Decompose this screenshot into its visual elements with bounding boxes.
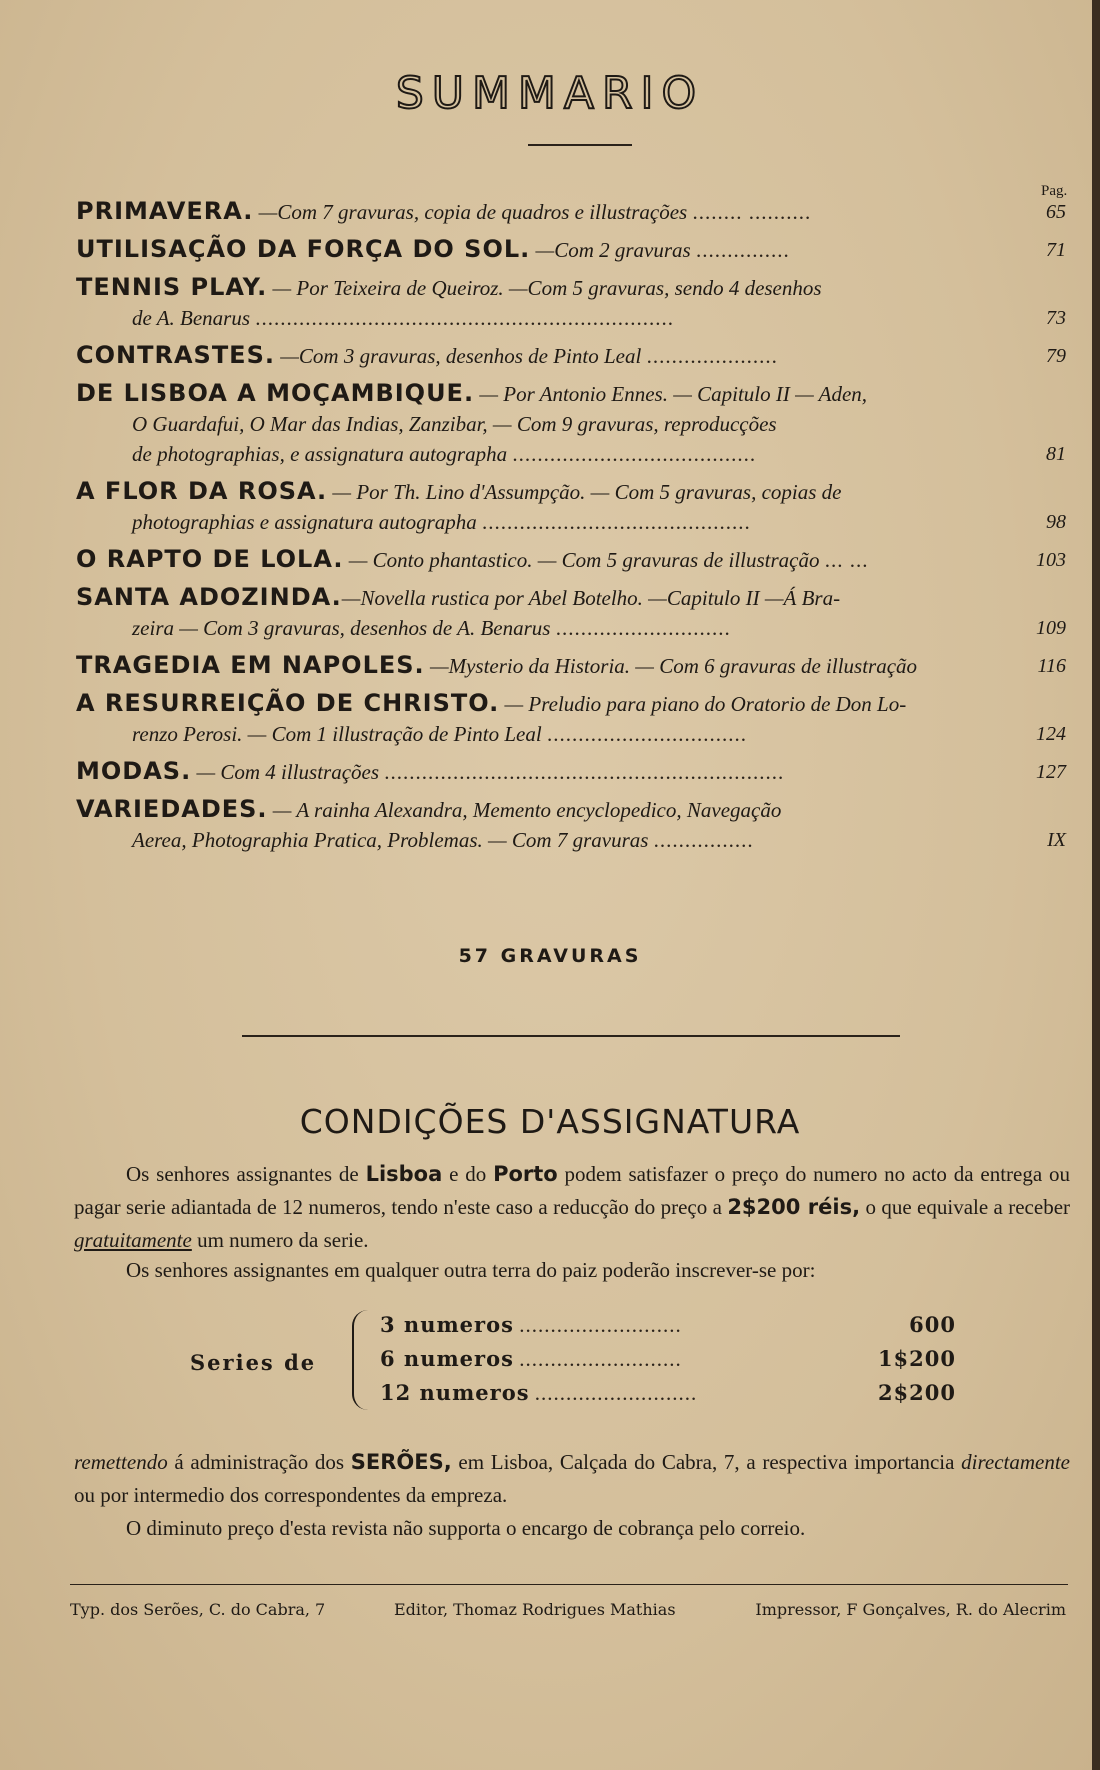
series-price: 2$200 (877, 1380, 956, 1405)
toc-entry-line (76, 688, 1066, 719)
page-column-label: Pag. (1041, 183, 1068, 199)
toc-entry-line (76, 234, 1066, 265)
toc-page-number: IX (1047, 829, 1066, 851)
toc-entry-description: — Por Teixeira de Queiroz. —Com 5 gravuras, sendo 4 desenhos (267, 276, 822, 300)
series-price: 600 (909, 1312, 956, 1337)
toc-entry-description: —Com 2 gravuras (530, 238, 691, 262)
toc-entry-line (76, 544, 1066, 575)
toc-page-number: 103 (1036, 549, 1066, 571)
toc-entry-heading: MODAS. (76, 757, 192, 785)
toc-entry-line (76, 613, 1066, 643)
toc-entry-description: O Guardafui, O Mar das Indias, Zanzibar, — Com 9 gravuras, reproducções (132, 412, 777, 436)
toc-entry-heading: VARIEDADES. (76, 795, 268, 823)
p1-text-b: e do (442, 1162, 494, 1186)
toc-entry-heading: UTILISAÇÃO DA FORÇA DO SOL. (76, 235, 531, 263)
series-row (380, 1312, 956, 1344)
table-of-contents (76, 196, 1066, 862)
series-count: 6 numeros (380, 1346, 514, 1371)
p3-text-d: ou por intermedio dos correspondentes da empreza. (74, 1483, 508, 1507)
toc-page-number: 81 (1046, 443, 1066, 465)
p3-text-c: em Lisboa, Calçada do Cabra, 7, a respectiva importancia (451, 1450, 962, 1474)
toc-leader-dots: ................................ (546, 722, 747, 746)
toc-entry-line (76, 303, 1066, 333)
title-divider (528, 144, 632, 146)
toc-page-number: 98 (1046, 511, 1066, 533)
toc-entry (76, 756, 1066, 787)
series-brace (352, 1310, 370, 1410)
toc-leader-dots: ........................................... (482, 510, 751, 534)
toc-entry-description: —Mysterio da Historia. — Com 6 gravuras de illustração (424, 654, 918, 678)
conditions-title: CONDIÇÕES D'ASSIGNATURA (299, 1102, 801, 1141)
footer-divider (70, 1584, 1068, 1585)
section-divider (242, 1035, 900, 1037)
p1-text-a: Os senhores assignantes de (126, 1162, 366, 1186)
toc-entry-line (76, 756, 1066, 787)
toc-page-number: 109 (1036, 617, 1066, 639)
series-count: 12 numeros (380, 1380, 530, 1405)
toc-entry-line (76, 378, 1066, 409)
p2-text: Os senhores assignantes em qualquer outra terra do paiz poderão inscrever-se por: (126, 1258, 816, 1282)
toc-entry-heading: A RESURREIÇÃO DE CHRISTO. (76, 689, 500, 717)
toc-entry-description: —Com 3 gravuras, desenhos de Pinto Leal (274, 344, 642, 368)
p4-text: O diminuto preço d'esta revista não supporta o encargo de cobrança pelo correio. (126, 1516, 806, 1540)
toc-entry-line (76, 476, 1066, 507)
toc-entry (76, 476, 1066, 537)
p1-text-d: o que equivale a receber (860, 1195, 1071, 1219)
p3-directamente: directamente (961, 1450, 1071, 1474)
toc-page-number: 71 (1046, 239, 1066, 261)
toc-leader-dots: ................................................................... (255, 306, 675, 330)
toc-entry-description: zeira — Com 3 gravuras, desenhos de A. Benarus (132, 616, 551, 640)
p1-text-e: um numero da serie. (191, 1228, 369, 1252)
toc-entry-heading: PRIMAVERA. (76, 197, 254, 225)
toc-entry (76, 378, 1066, 469)
toc-entry-line (76, 507, 1066, 537)
toc-entry-heading: TRAGEDIA EM NAPOLES. (76, 651, 425, 679)
toc-entry (76, 688, 1066, 749)
toc-entry-heading: CONTRASTES. (76, 341, 275, 369)
toc-entry (76, 196, 1066, 227)
toc-entry (76, 544, 1066, 575)
summary-title: SUMMARIO (395, 68, 705, 119)
p3-text-b: á administração dos (167, 1450, 351, 1474)
toc-leader-dots: ............... (695, 238, 790, 262)
p1-price: 2$200 réis, (727, 1195, 861, 1219)
toc-entry-heading: DE LISBOA A MOÇAMBIQUE. (76, 379, 475, 407)
toc-leader-dots: ............................ (555, 616, 731, 640)
toc-entry-description: Aerea, Photographia Pratica, Problemas. — Com 7 gravuras (132, 828, 649, 852)
toc-entry (76, 234, 1066, 265)
toc-entry-description: — Conto phantastico. — Com 5 gravuras de illustração (343, 548, 820, 572)
toc-entry (76, 582, 1066, 643)
toc-entry-description: — A rainha Alexandra, Memento encyclopedico, Navegação (267, 798, 782, 822)
toc-entry (76, 650, 1066, 681)
toc-entry-line (76, 825, 1066, 855)
toc-entry-heading: O RAPTO DE LOLA. (76, 545, 344, 573)
toc-entry-line (76, 439, 1066, 469)
footer-impressor: Impressor, F Gonçalves, R. do Alecrim (755, 1600, 1066, 1619)
toc-entry-description: —Com 7 gravuras, copia de quadros e illustrações (253, 200, 688, 224)
toc-entry-line (76, 409, 1066, 439)
toc-page-number: 73 (1046, 307, 1066, 329)
toc-leader-dots: ........ .......... (692, 200, 812, 224)
toc-entry-description: — Por Antonio Ennes. — Capitulo II — Aden, (474, 382, 868, 406)
series-leader-dots: .......................... (534, 1381, 698, 1405)
series-price: 1$200 (877, 1346, 956, 1371)
toc-entry-line (76, 794, 1066, 825)
toc-page-number: 65 (1046, 201, 1066, 223)
conditions-paragraph-1 (74, 1158, 1070, 1257)
p3-remettendo: remettendo (74, 1450, 168, 1474)
toc-entry (76, 272, 1066, 333)
toc-entry-description: — Com 4 illustrações (191, 760, 380, 784)
toc-entry-heading: SANTA ADOZINDA. (76, 583, 342, 611)
series-row (380, 1346, 956, 1378)
toc-entry-description: de A. Benarus (132, 306, 251, 330)
conditions-paragraph-3 (74, 1446, 1070, 1512)
toc-entry-description: — Por Th. Lino d'Assumpção. — Com 5 gravuras, copias de (327, 480, 842, 504)
toc-leader-dots: ..................... (646, 344, 778, 368)
toc-leader-dots: ....................................... (512, 442, 757, 466)
toc-entry-heading: TENNIS PLAY. (76, 273, 268, 301)
toc-entry-line (76, 719, 1066, 749)
toc-leader-dots: ................ (653, 828, 754, 852)
series-label: Series de (190, 1350, 317, 1375)
p1-text-c: podem satisfazer o preço do numero no acto da entrega ou pagar serie adiantada de 12 numeros, tendo n'este caso a reducção do preço a (74, 1162, 1070, 1219)
p1-porto: Porto (493, 1162, 558, 1186)
toc-entry-line (76, 340, 1066, 371)
toc-entry-line (76, 196, 1066, 227)
toc-entry-line (76, 650, 1066, 681)
series-row (380, 1380, 956, 1412)
toc-entry-description: de photographias, e assignatura autographa (132, 442, 508, 466)
toc-page-number: 127 (1036, 761, 1066, 783)
toc-entry-line (76, 582, 1066, 613)
toc-entry-description: —Novella rustica por Abel Botelho. —Capitulo II —Á Bra- (341, 586, 841, 610)
toc-page-number: 124 (1036, 723, 1066, 745)
toc-entry-line (76, 272, 1066, 303)
toc-entry-description: photographias e assignatura autographa (132, 510, 477, 534)
conditions-paragraph-4 (74, 1512, 1070, 1545)
toc-entry (76, 794, 1066, 855)
p1-lisboa: Lisboa (365, 1162, 443, 1186)
series-leader-dots: .......................... (519, 1313, 682, 1337)
toc-entry (76, 340, 1066, 371)
toc-entry-description: renzo Perosi. — Com 1 illustração de Pinto Leal (132, 722, 542, 746)
p3-seroes: SERÕES, (350, 1450, 452, 1474)
conditions-paragraph-2 (74, 1254, 1070, 1287)
toc-leader-dots: ... ... (824, 548, 869, 572)
series-leader-dots: .......................... (519, 1347, 682, 1371)
footer-typ: Typ. dos Serões, C. do Cabra, 7 (70, 1600, 326, 1619)
page-edge (1092, 0, 1100, 1770)
toc-entry-description: — Preludio para piano do Oratorio de Don Lo- (499, 692, 907, 716)
p1-free: gratuitamente (74, 1228, 192, 1252)
toc-page-number: 79 (1046, 345, 1066, 367)
toc-leader-dots: ................................................................ (384, 760, 785, 784)
series-count: 3 numeros (380, 1312, 514, 1337)
toc-page-number: 116 (1037, 655, 1066, 677)
footer-editor: Editor, Thomaz Rodrigues Mathias (394, 1600, 676, 1619)
total-gravuras: 57 GRAVURAS (458, 945, 642, 967)
toc-entry-heading: A FLOR DA ROSA. (76, 477, 328, 505)
